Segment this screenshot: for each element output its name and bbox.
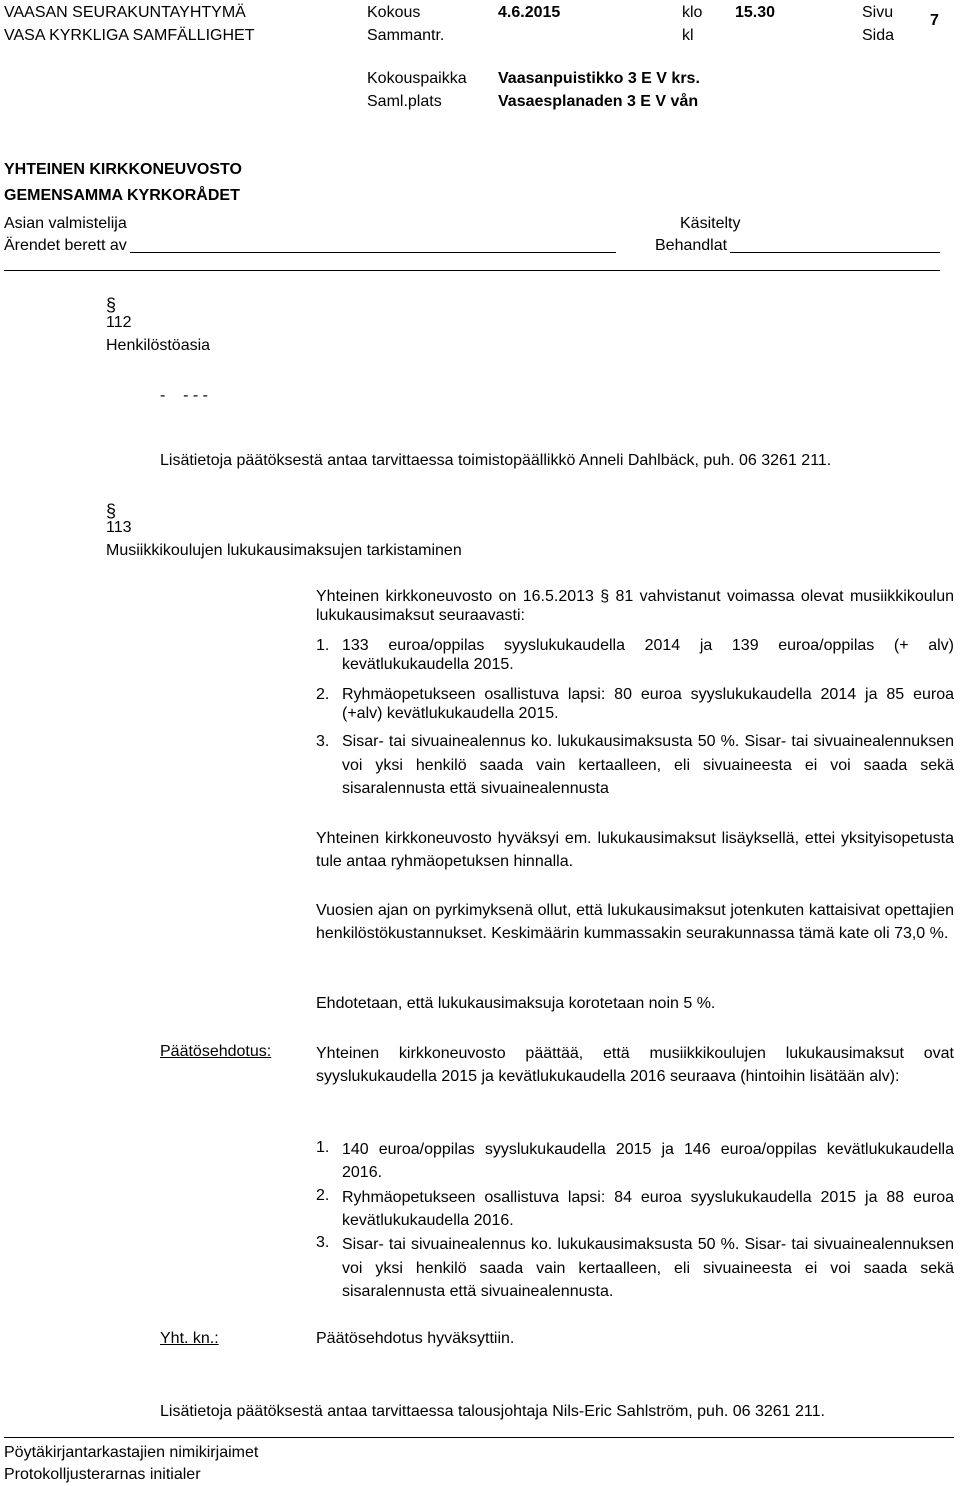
address-sv: Vasaesplanaden 3 E V vån — [498, 93, 699, 110]
section-symbol: § — [106, 295, 117, 315]
list-text: Sisar- tai sivuainealennus ko. lukukausimaksusta 50 %. Sisar- tai sivuainealennuksen voi yksi henkilö saada vain kertaalleen, eli sivuaineesta ei voi saada sekä sisaralennusta että sivuainealennusta — [342, 733, 954, 797]
aim-paragraph: Vuosien ajan on pyrkimyksenä ollut, että lukukausimaksut jotenkuten kattaisivat opettajien henkilöstökustannukset. Keskimäärin kummassakin seurakunnassa tämä kate oli 73,0 %. — [316, 902, 954, 942]
address-fi: Vaasanpuistikko 3 E V krs. — [498, 70, 700, 87]
proposal-paragraph: Ehdotetaan, että lukukausimaksuja korotetaan noin 5 %. — [316, 995, 716, 1012]
page-label-sv: Sida — [862, 27, 895, 44]
meeting-label-sv: Sammantr. — [367, 27, 445, 44]
list-number: 1. — [316, 1139, 330, 1156]
org-name-sv: VASA KYRKLIGA SAMFÄLLIGHET — [4, 27, 255, 44]
list-number: 2. — [316, 1187, 330, 1204]
list-text: 133 euroa/oppilas syyslukukaudella 2014 ja 139 euroa/oppilas (+ alv) kevätlukukaudella 2015. — [342, 637, 954, 673]
prepared-label-fi: Asian valmistelija — [4, 215, 127, 232]
list-item — [316, 1138, 954, 1184]
section-number: 113 — [106, 519, 132, 536]
list-number: 2. — [316, 686, 330, 703]
board-result: Päätösehdotus hyväksyttiin. — [316, 1330, 515, 1347]
list-item — [316, 685, 954, 723]
place-label-fi: Kokouspaikka — [367, 70, 467, 87]
decision-paragraph: Yhteinen kirkkoneuvosto päättää, että musiikkikoulujen lukukausimaksut ovat syyslukukaudella 2015 ja kevätlukukaudella 2016 seuraava (hintoihin lisätään alv): — [316, 1045, 954, 1085]
meeting-date: 4.6.2015 — [498, 4, 561, 21]
time-label-fi: klo — [682, 4, 703, 21]
meeting-label-fi: Kokous — [367, 4, 421, 21]
contact-info: Lisätietoja päätöksestä antaa tarvittaessa toimistopäällikkö Anneli Dahlbäck, puh. 06 3261 211. — [160, 452, 832, 469]
decision-label: Päätösehdotus: — [160, 1043, 272, 1060]
page-label-fi: Sivu — [862, 4, 894, 21]
list-item — [316, 636, 954, 674]
place-label-sv: Saml.plats — [367, 93, 442, 110]
list-text: Ryhmäopetukseen osallistuva lapsi: 84 euroa syyslukukaudella 2015 ja 88 euroa kevätlukukaudella 2016. — [342, 1189, 954, 1229]
org-name-fi: VAASAN SEURAKUNTAYHTYMÄ — [4, 4, 246, 21]
list-item — [316, 1233, 954, 1304]
prepared-label-sv: Ärendet berett av — [4, 237, 127, 254]
meeting-time: 15.30 — [735, 4, 776, 21]
time-label-sv: kl — [682, 27, 694, 44]
header-divider — [4, 270, 940, 271]
handled-line — [730, 252, 940, 253]
approved-paragraph: Yhteinen kirkkoneuvosto hyväksyi em. lukukausimaksut lisäyksellä, ettei yksityisopetusta tule antaa ryhmäopetuksen hinnalla. — [316, 830, 954, 870]
body-name-fi: YHTEINEN KIRKKONEUVOSTO — [4, 161, 242, 178]
section-title: Musiikkikoulujen lukukausimaksujen tarkistaminen — [106, 542, 462, 559]
intro-paragraph: Yhteinen kirkkoneuvosto on 16.5.2013 § 81 vahvistanut voimassa olevat musiikkikoulun lukukausimaksut seuraavasti: — [316, 588, 954, 624]
contact-info: Lisätietoja päätöksestä antaa tarvittaessa talousjohtaja Nils-Eric Sahlström, puh. 06 3261 211. — [160, 1403, 825, 1420]
section-number: 112 — [106, 314, 132, 331]
page-number: 7 — [930, 12, 939, 29]
section-title: Henkilöstöasia — [106, 337, 211, 354]
footer-divider — [4, 1437, 954, 1438]
list-item — [316, 732, 954, 801]
section-symbol: § — [106, 501, 117, 521]
list-text: Ryhmäopetukseen osallistuva lapsi: 80 euroa syyslukukaudella 2014 ja 85 euroa (+alv) kevätlukukaudella 2015. — [342, 686, 954, 722]
prepared-line — [130, 252, 616, 253]
list-number: 3. — [316, 1234, 330, 1251]
list-number: 3. — [316, 733, 330, 750]
handled-label-fi: Käsitelty — [680, 215, 741, 232]
list-number: 1. — [316, 637, 330, 654]
list-text: Sisar- tai sivuainealennus ko. lukukausimaksusta 50 %. Sisar- tai sivuainealennuksen voi yksi henkilö saada vain kertaalleen, eli sivuaineesta ei voi saada sekä sisaralennusta että sivuainealennusta. — [342, 1236, 954, 1300]
board-label: Yht. kn.: — [160, 1330, 219, 1347]
initials-label-fi: Pöytäkirjantarkastajien nimikirjaimet — [4, 1444, 259, 1461]
list-item — [316, 1186, 954, 1232]
list-text: 140 euroa/oppilas syyslukukaudella 2015 ja 146 euroa/oppilas kevätlukukaudella 2016. — [342, 1141, 954, 1181]
handled-label-sv: Behandlat — [655, 237, 728, 254]
body-name-sv: GEMENSAMMA KYRKORÅDET — [4, 187, 240, 204]
initials-label-sv: Protokolljusterarnas initialer — [4, 1466, 201, 1483]
separator-dashes: - - - - — [160, 387, 208, 404]
